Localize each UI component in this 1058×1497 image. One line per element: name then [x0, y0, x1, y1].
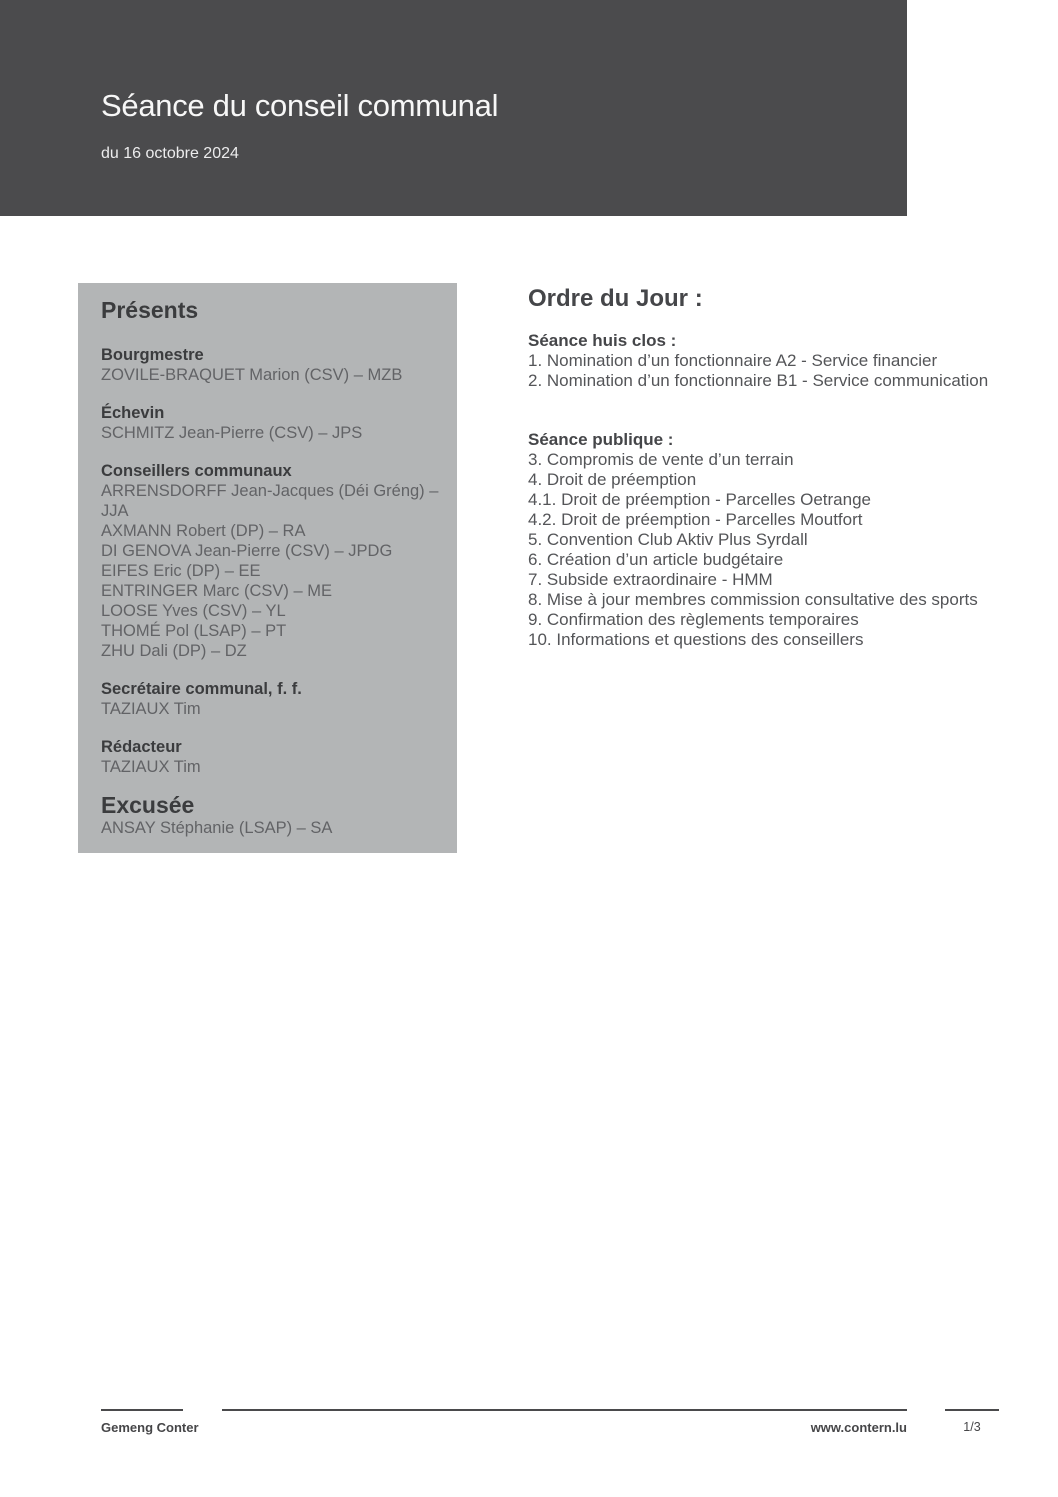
agenda-item: 2. Nomination d’un fonctionnaire B1 - Service communication	[528, 371, 989, 390]
member-name: THOMÉ Pol (LSAP) – PT	[101, 622, 287, 640]
attendance-group-conseillers	[101, 461, 439, 661]
group-label: Secrétaire communal, f. f.	[101, 680, 302, 698]
member-name: TAZIAUX Tim	[101, 758, 201, 776]
agenda-section-huis-clos	[528, 331, 1028, 391]
attendance-group-echevin	[101, 403, 439, 443]
agenda-item: 4.2. Droit de préemption - Parcelles Moutfort	[528, 510, 863, 529]
agenda-section-publique	[528, 430, 1028, 650]
footer-rule-middle	[222, 1409, 907, 1411]
member-name: ZHU Dali (DP) – DZ	[101, 642, 247, 660]
agenda-item: 7. Subside extraordinaire - HMM	[528, 570, 773, 589]
agenda-item: 4. Droit de préemption	[528, 470, 697, 489]
attendance-panel	[78, 283, 457, 853]
footer-page-indicator: 1/3	[963, 1420, 981, 1434]
agenda-section-label: Séance huis clos :	[528, 331, 677, 350]
member-name: ZOVILE-BRAQUET Marion (CSV) – MZB	[101, 366, 403, 384]
attendance-group-redacteur	[101, 737, 439, 777]
member-name: ENTRINGER Marc (CSV) – ME	[101, 582, 333, 600]
member-name: TAZIAUX Tim	[101, 700, 201, 718]
agenda-item: 1. Nomination d’un fonctionnaire A2 - Service financier	[528, 351, 938, 370]
page-title: Séance du conseil communal	[101, 88, 499, 123]
group-label: Conseillers communaux	[101, 462, 292, 480]
footer-rule-left	[101, 1409, 183, 1411]
agenda-item: 4.1. Droit de préemption - Parcelles Oetrange	[528, 490, 872, 509]
meeting-date: du 16 octobre 2024	[101, 145, 239, 162]
attendance-group-bourgmestre	[101, 345, 439, 385]
group-label: Rédacteur	[101, 738, 182, 756]
attendance-title: Présents	[101, 297, 199, 323]
footer-municipality: Gemeng Conter	[101, 1420, 199, 1435]
agenda	[528, 283, 1028, 650]
excused-title: Excusée	[101, 792, 195, 818]
group-label: Bourgmestre	[101, 346, 204, 364]
member-name: ARRENSDORFF Jean-Jacques (Déi Gréng) – JJA	[101, 482, 439, 520]
group-label: Échevin	[101, 404, 165, 422]
member-name: AXMANN Robert (DP) – RA	[101, 522, 306, 540]
member-name: EIFES Eric (DP) – EE	[101, 562, 261, 580]
footer-website: www.contern.lu	[810, 1420, 907, 1435]
member-name: SCHMITZ Jean-Pierre (CSV) – JPS	[101, 424, 363, 442]
agenda-item: 8. Mise à jour membres commission consultative des sports	[528, 590, 978, 609]
agenda-item: 3. Compromis de vente d’un terrain	[528, 450, 794, 469]
excused-member-name: ANSAY Stéphanie (LSAP) – SA	[101, 819, 333, 837]
agenda-item: 5. Convention Club Aktiv Plus Syrdall	[528, 530, 808, 549]
attendance-group-secretaire	[101, 679, 439, 719]
agenda-section-label: Séance publique :	[528, 430, 674, 449]
agenda-item: 9. Confirmation des règlements temporaires	[528, 610, 859, 629]
member-name: DI GENOVA Jean-Pierre (CSV) – JPDG	[101, 542, 393, 560]
member-name: LOOSE Yves (CSV) – YL	[101, 602, 286, 620]
agenda-title: Ordre du Jour :	[528, 285, 703, 312]
header-banner	[0, 0, 907, 216]
footer-rule-right	[945, 1409, 999, 1411]
agenda-item: 6. Création d’un article budgétaire	[528, 550, 784, 569]
agenda-item: 10. Informations et questions des conseillers	[528, 630, 864, 649]
